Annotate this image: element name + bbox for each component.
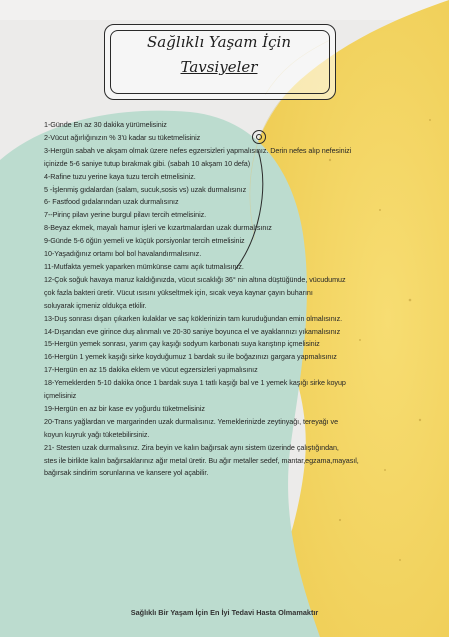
tip-line: 18-Yemeklerden 5-10 dakika önce 1 bardak suya 1 tatlı kaşığı bal ve 1 yemek kaşığı sirke koyup bbox=[44, 378, 346, 388]
tip-line: 5 -İşlenmiş gıdalardan (salam, sucuk,sosis vs) uzak durmalısınız bbox=[44, 184, 247, 194]
tip-line: 7--Pirinç pilavı yerine burgul pilavı tercih etmelisiniz. bbox=[44, 210, 207, 220]
tip-line: koyun kuyruk yağı tüketebilirsiniz. bbox=[44, 429, 150, 439]
page-title: Sağlıklı Yaşam İçin bbox=[147, 33, 291, 51]
tip-line: 1-Günde En az 30 dakika yürümelisiniz bbox=[44, 120, 167, 129]
tip-line: 6- Fastfood gıdalarından uzak durmalısınız bbox=[44, 197, 179, 207]
tip-line: 20-Trans yağlardan ve margarinden uzak durmalısınız. Yemeklerinizde zeytinyağı, tereyağı ve bbox=[44, 416, 339, 426]
page-subtitle: Tavsiyeler bbox=[180, 58, 258, 76]
tip-line: 11-Mutfakta yemek yaparken mümkünse camı açık tutmalısınız. bbox=[44, 261, 244, 271]
tip-line: 10-Yaşadığınız ortamı bol bol havalandırmalısınız. bbox=[44, 249, 202, 259]
tip-line: 2-Vücut ağırlığınızın % 3'ü kadar su tüketmelisiniz bbox=[44, 132, 201, 142]
tip-line: 8-Beyaz ekmek, mayalı hamur işleri ve kızartmalardan uzak durmalısınız bbox=[44, 223, 272, 233]
tip-line: 3-Hergün sabah ve akşam olmak üzere nefes egzersizleri yapmalısınız. Derin nefes alıp nefesinizi bbox=[44, 145, 352, 155]
tips-list bbox=[44, 119, 424, 480]
tip-line: içinizde 5-6 saniye tutup bırakmak gibi. (sabah 10 akşam 10 defa) bbox=[44, 158, 251, 168]
tip-line: 16-Hergün 1 yemek kaşığı sirke koyduğumuz 1 bardak su ile boğazınızı gargara yapmalısınız bbox=[44, 352, 337, 362]
tip-line: 13-Duş sonrası dışarı çıkarken kulaklar ve saç köklerinizin tam kuruduğundan emin olmalısınız. bbox=[44, 313, 343, 323]
tip-line: 21- Stesten uzak durmalısınız. Zira beyin ve kalın bağırsak aynı sistem üzerinde çalıştığından, bbox=[44, 442, 339, 452]
tip-line: içmelisiniz bbox=[44, 391, 77, 401]
tip-line: 17-Hergün en az 15 dakika eklem ve vücut egzersizleri yapmalısınız bbox=[44, 365, 258, 375]
tip-line: çok fazla bakteri üretir. Vücut ısısını yükseltmek için, sıcak veya kaynar çayın buharını bbox=[44, 287, 313, 297]
tip-line: 19-Hergün en az bir kase ev yoğurdu tüketmelisiniz bbox=[44, 403, 205, 413]
tip-line: 9-Günde 5-6 öğün yemeli ve küçük porsiyonlar tercih etmelisiniz bbox=[44, 236, 245, 246]
tip-line: 14-Dışarıdan eve girince duş alınmalı ve 20-30 saniye boyunca el ve ayaklarınızı yıkamalısınız bbox=[44, 326, 341, 336]
tip-line: soluyarak içmeniz oldukça etkilir. bbox=[44, 300, 147, 310]
tip-line: 12-Çok soğuk havaya maruz kaldığınızda, vücut sıcaklığı 36° nin altına düştüğünde, vücudumuz bbox=[44, 274, 346, 284]
tip-line: 15-Hergün yemek sonrası, yarım çay kaşığı sodyum karbonatı suya karıştırıp içmelisiniz bbox=[44, 339, 320, 349]
tip-line: bağırsak sindirim sorunlarına ve kansere yol açabilir. bbox=[44, 468, 209, 478]
tip-line: stes ile birlikte kalın bağırsaklarınız ağır metal üretir. Bu ağır metaller sedef, mantar,egzama,mayasıl, bbox=[44, 455, 359, 465]
footer-slogan: Sağlıklı Bir Yaşam İçin En İyi Tedavi Hasta Olmamaktır bbox=[130, 608, 319, 617]
tip-line: 4-Rafine tuzu yerine kaya tuzu tercih etmelisiniz. bbox=[44, 171, 196, 181]
